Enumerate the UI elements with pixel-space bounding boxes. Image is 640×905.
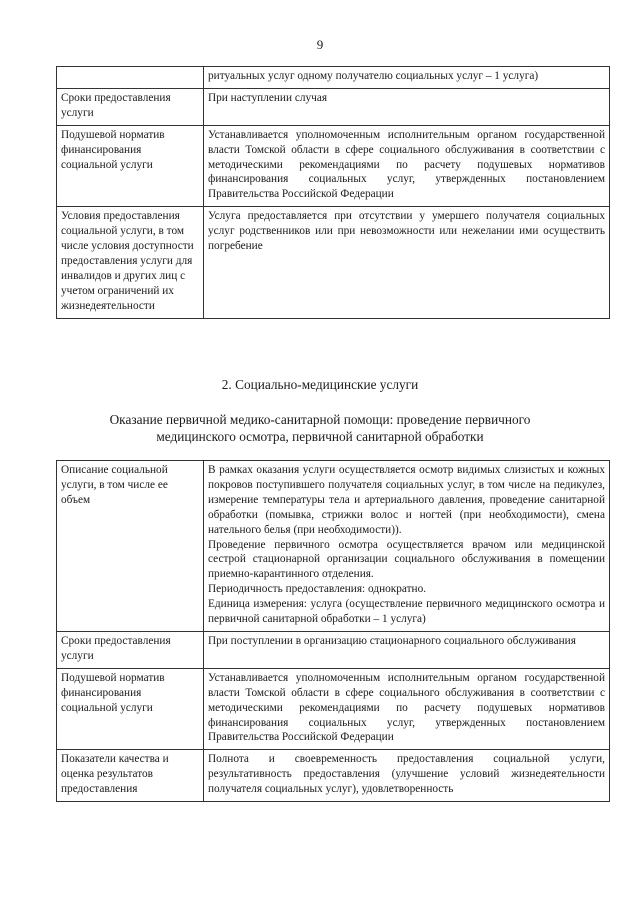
row-paragraph: Единица измерения: услуга (осуществление первичного медицинского осмотра и первичной санитарной обработки – 1 услуга) (208, 598, 605, 626)
row-content (204, 125, 610, 207)
row-paragraph: Проведение первичного осмотра осуществляется врачом или медицинской сестрой стационарной организации социального обслуживания в помещении приемно-карантинного отделения. (208, 538, 605, 581)
row-paragraph: Устанавливается уполномоченным исполнительным органом государственной власти Томской области в сфере социального обслуживания в соответствии с методическими рекомендациями по расчету подушевых нормативов финансирования социальных услуг, утвержденных постановлением Правительства Российской Федерации (208, 128, 605, 201)
row-paragraph: ритуальных услуг одному получателю социальных услуг – 1 услуга) (208, 70, 539, 82)
table-row (57, 125, 610, 207)
row-paragraph: Полнота и своевременность предоставления социальной услуги, результативность предоставления (улучшение условий жизнедеятельности получателя социальных услуг), удовлетворенность (208, 753, 605, 796)
row-paragraph: Устанавливается уполномоченным исполнительным органом государственной власти Томской области в сфере социального обслуживания в соответствии с методическими рекомендациями по расчету подушевых нормативов финансирования социальных услуг, утвержденных постановлением Правительства Российской Федерации (208, 671, 605, 744)
page-number: 9 (316, 37, 324, 52)
row-content (204, 88, 610, 125)
table-row (57, 207, 610, 318)
table-row (57, 631, 610, 668)
table-row (57, 668, 610, 750)
table-row (57, 750, 610, 802)
subsection-title (0, 411, 640, 445)
row-paragraph: Услуга предоставляется при отсутствии у умершего получателя социальных услуг родственников или при невозможности или нежелании ими осуществить погребение (208, 210, 605, 253)
row-label: Подушевой норматив финансирования социальной услуги (57, 125, 204, 207)
row-label: Сроки предоставления услуги (57, 88, 204, 125)
section-title: 2. Социально-медицинские услуги (221, 377, 419, 392)
row-paragraph: При наступлении случая (208, 91, 328, 104)
row-label: Подушевой норматив финансирования социальной услуги (57, 668, 204, 750)
row-content (204, 750, 610, 802)
row-paragraph: При поступлении в организацию стационарного социального обслуживания (208, 634, 576, 647)
row-label: Сроки предоставления услуги (57, 631, 204, 668)
row-label (57, 67, 204, 89)
row-content (204, 668, 610, 750)
subsection-title-text: Оказание первичной медико-санитарной помощи: проведение первичного медицинского осмотра, первичной санитарной обработки (109, 412, 531, 444)
row-paragraph: Периодичность предоставления: однократно. (208, 583, 427, 596)
row-paragraph: В рамках оказания услуги осуществляется осмотр видимых слизистых и кожных покровов поступившего получателя социальных услуг, в том числе на педикулез, измерение температуры тела и артериального давления, проведение санитарной обработки (помывка, стрижки волос и ногтей (при необходимости), смена нательного белья (при необходимости)). (208, 464, 605, 536)
table-row (57, 461, 610, 632)
table-medical-services (56, 460, 610, 802)
row-label: Показатели качества и оценка результатов предоставления (57, 750, 204, 802)
row-label: Описание социальной услуги, в том числе ее объем (57, 461, 204, 632)
row-content (204, 461, 610, 632)
row-label: Условия предоставления социальной услуги, в том числе условия доступности предоставления услуги для инвалидов и других лиц с учетом ограничений их жизнедеятельности (57, 207, 204, 318)
row-content (204, 207, 610, 318)
table-row (57, 88, 610, 125)
row-content (204, 67, 610, 89)
table-row (57, 67, 610, 89)
row-content (204, 631, 610, 668)
table-services-continued (56, 66, 610, 319)
